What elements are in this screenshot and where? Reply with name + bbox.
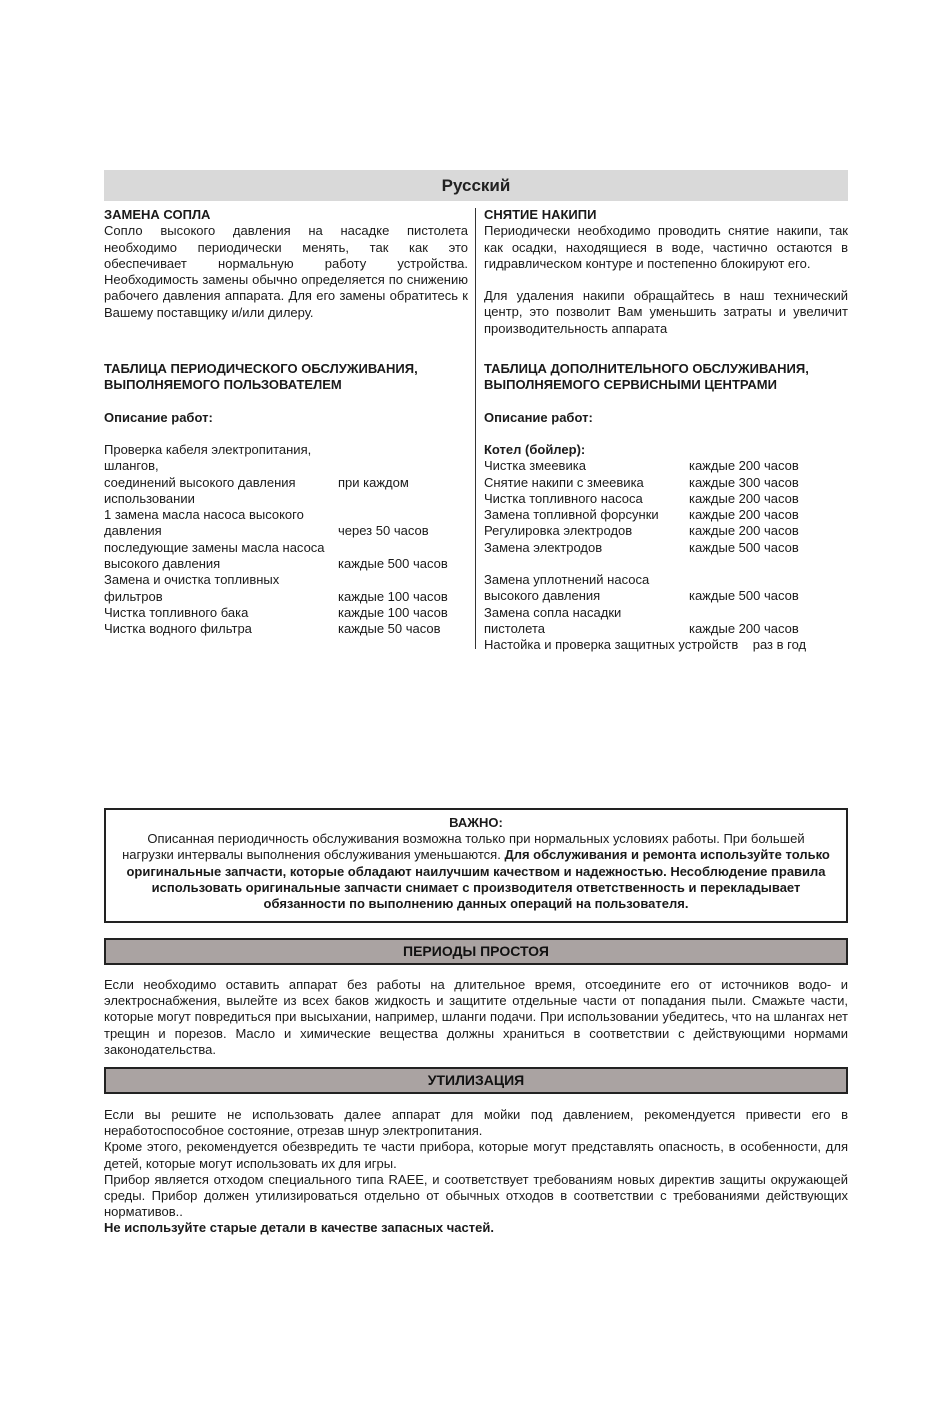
works-description-label: Описание работ: (484, 409, 593, 425)
maintenance-row (484, 588, 848, 604)
important-bold-text: Для обслуживания и ремонта используйте только оригинальные запчасти, которые обладают наилучшим качеством и надежностью. Несоблюдение правила использовать оригинальные запчасти снимает с производителя ответственность и перекладывает обязанности по выполнению данных операций на пользователя. (126, 847, 830, 912)
maintenance-row (484, 523, 848, 539)
nozzle-replacement-text: Сопло высокого давления на насадке пистолета необходимо периодически менять, так как это обеспечивает нормальную работу устройства. Необходимость замены обычно определяется по снижению рабочего давления аппарата. Для его замены обратитесь к Вашему поставщику и/или дилеру. (104, 223, 468, 320)
disposal-warning: Не используйте старые детали в качестве запасных частей. (104, 1220, 494, 1236)
disposal-section (104, 1107, 848, 1237)
descaling-text-1: Периодически необходимо проводить снятие накипи, так как осадки, находящиеся в воде, частично остаются в гидравлическом контуре и постепенно блокируют его. (484, 223, 848, 271)
maintenance-row (104, 491, 468, 507)
descaling-text-2: Для удаления накипи обращайтесь в наш технический центр, это позволит Вам уменьшить затраты и увеличит производительность аппарата (484, 288, 848, 336)
maintenance-interval: при каждом (338, 474, 409, 490)
disposal-text-1: Если вы решите не использовать далее аппарат для мойки под давлением, рекомендуется привести его в неработоспособное состояние, отрезав шнур электропитания. (104, 1107, 848, 1139)
service-maintenance-title-line1: ТАБЛИЦА ДОПОЛНИТЕЛЬНОГО ОБСЛУЖИВАНИЯ, (484, 361, 809, 377)
maintenance-task: использовании (104, 490, 195, 506)
disposal-header: УТИЛИЗАЦИЯ (104, 1067, 848, 1094)
maintenance-task: соединений высокого давления (104, 474, 296, 490)
maintenance-row (484, 507, 848, 523)
important-notice (104, 808, 848, 923)
maintenance-row (104, 589, 468, 605)
maintenance-row (104, 540, 468, 556)
downtime-header: ПЕРИОДЫ ПРОСТОЯ (104, 938, 848, 965)
disposal-text-2: Кроме этого, рекомендуется обезвредить те части прибора, которые могут представлять опасность, в особенности, для детей, которые могут использовать их для игры. (104, 1139, 848, 1171)
language-header: Русский (104, 170, 848, 201)
important-text (122, 831, 830, 912)
maintenance-interval: каждые 200 часов (689, 523, 799, 539)
service-maintenance-title-line2: ВЫПОЛНЯЕМОГО СЕРВИСНЫМИ ЦЕНТРАМИ (484, 377, 777, 393)
maintenance-task: Чистка водного фильтра (104, 621, 252, 637)
maintenance-task: Проверка кабеля электропитания, шлангов, (104, 441, 312, 474)
maintenance-row (484, 621, 848, 637)
maintenance-task: Чистка змеевика (484, 458, 586, 474)
maintenance-task: Чистка топливного бака (104, 604, 249, 620)
maintenance-task: Чистка топливного насоса (484, 490, 643, 506)
maintenance-interval: каждые 500 часов (689, 539, 799, 555)
other-maintenance-table (484, 572, 848, 637)
maintenance-interval: каждые 200 часов (689, 620, 799, 636)
maintenance-task: Замена и очистка топливных (104, 572, 280, 588)
boiler-maintenance-table (484, 458, 848, 556)
maintenance-row (484, 458, 848, 474)
maintenance-interval: каждые 100 часов (338, 588, 448, 604)
maintenance-task: давления (104, 523, 162, 539)
nozzle-replacement-title: ЗАМЕНА СОПЛА (104, 207, 211, 222)
maintenance-task: Замена уплотнений насоса (484, 572, 650, 588)
right-column (484, 207, 848, 654)
maintenance-interval: каждые 200 часов (689, 490, 799, 506)
maintenance-row (104, 605, 468, 621)
maintenance-task: Замена топливной форсунки (484, 507, 659, 523)
maintenance-interval: каждые 500 часов (338, 556, 448, 572)
maintenance-interval: каждые 200 часов (689, 458, 799, 474)
maintenance-task: 1 замена масла насоса высокого (104, 507, 304, 523)
maintenance-interval: каждые 500 часов (689, 588, 799, 604)
column-divider (475, 208, 476, 649)
maintenance-task: Замена электродов (484, 539, 603, 555)
maintenance-row (104, 475, 468, 491)
important-normal-text: Описанная периодичность обслуживания возможна только при нормальных условиях работы. При большей нагрузки интервалы выполнения обслуживания уменьшаются. (122, 831, 805, 863)
maintenance-interval: каждые 100 часов (338, 604, 448, 620)
maintenance-row (104, 507, 468, 523)
boiler-label: Котел (бойлер): (484, 441, 586, 457)
works-description-label: Описание работ: (104, 409, 213, 425)
maintenance-row (484, 605, 848, 621)
maintenance-interval: через 50 часов (338, 523, 429, 539)
important-title: ВАЖНО: (449, 815, 503, 830)
safety-devices-row: Настойка и проверка защитных устройств раз в год (484, 637, 807, 653)
maintenance-task: высокого давления (484, 588, 601, 604)
maintenance-row (104, 556, 468, 572)
maintenance-task: последующие замены масла насоса (104, 539, 325, 555)
maintenance-interval: каждые 50 часов (338, 621, 441, 637)
maintenance-row (484, 572, 848, 588)
maintenance-row (104, 523, 468, 539)
maintenance-row (104, 442, 468, 475)
user-maintenance-table (104, 442, 468, 638)
maintenance-task: Замена сопла насадки (484, 604, 622, 620)
user-maintenance-title-line2: ВЫПОЛНЯЕМОГО ПОЛЬЗОВАТЕЛЕМ (104, 377, 342, 393)
maintenance-row (104, 572, 468, 588)
user-maintenance-title-line1: ТАБЛИЦА ПЕРИОДИЧЕСКОГО ОБСЛУЖИВАНИЯ, (104, 361, 418, 377)
maintenance-task: Регулировка электродов (484, 523, 633, 539)
descaling-title: СНЯТИЕ НАКИПИ (484, 207, 597, 222)
maintenance-row (484, 540, 848, 556)
maintenance-row (104, 621, 468, 637)
left-column (104, 207, 468, 638)
disposal-text-3: Прибор является отходом специального типа RAEE, и соответствует требованиям новых директив защиты окружающей среды. Прибор должен утилизироваться отдельно от обычных отходов в соответствии с требованиями действующих нормативов.. (104, 1171, 848, 1220)
downtime-text: Если необходимо оставить аппарат без работы на длительное время, отсоедините его от источников водо- и электроснабжения, вылейте из всех баков жидкость и защитите отдельные части от попадания пыли. Смажьте части, которые могут повредиться при высыхании, например, шланги подачи. При использовании убедитесь, что на шлангах нет трещин и порезов. Масло и химические вещества должны храниться в соответствии с действующими нормами законодательства. (104, 977, 848, 1057)
maintenance-interval: каждые 300 часов (689, 474, 799, 490)
maintenance-row (484, 475, 848, 491)
maintenance-task: Снятие накипи с змеевика (484, 474, 644, 490)
maintenance-task: высокого давления (104, 556, 221, 572)
maintenance-interval: каждые 200 часов (689, 507, 799, 523)
maintenance-row (484, 491, 848, 507)
maintenance-task: пистолета (484, 620, 545, 636)
maintenance-task: фильтров (104, 588, 163, 604)
